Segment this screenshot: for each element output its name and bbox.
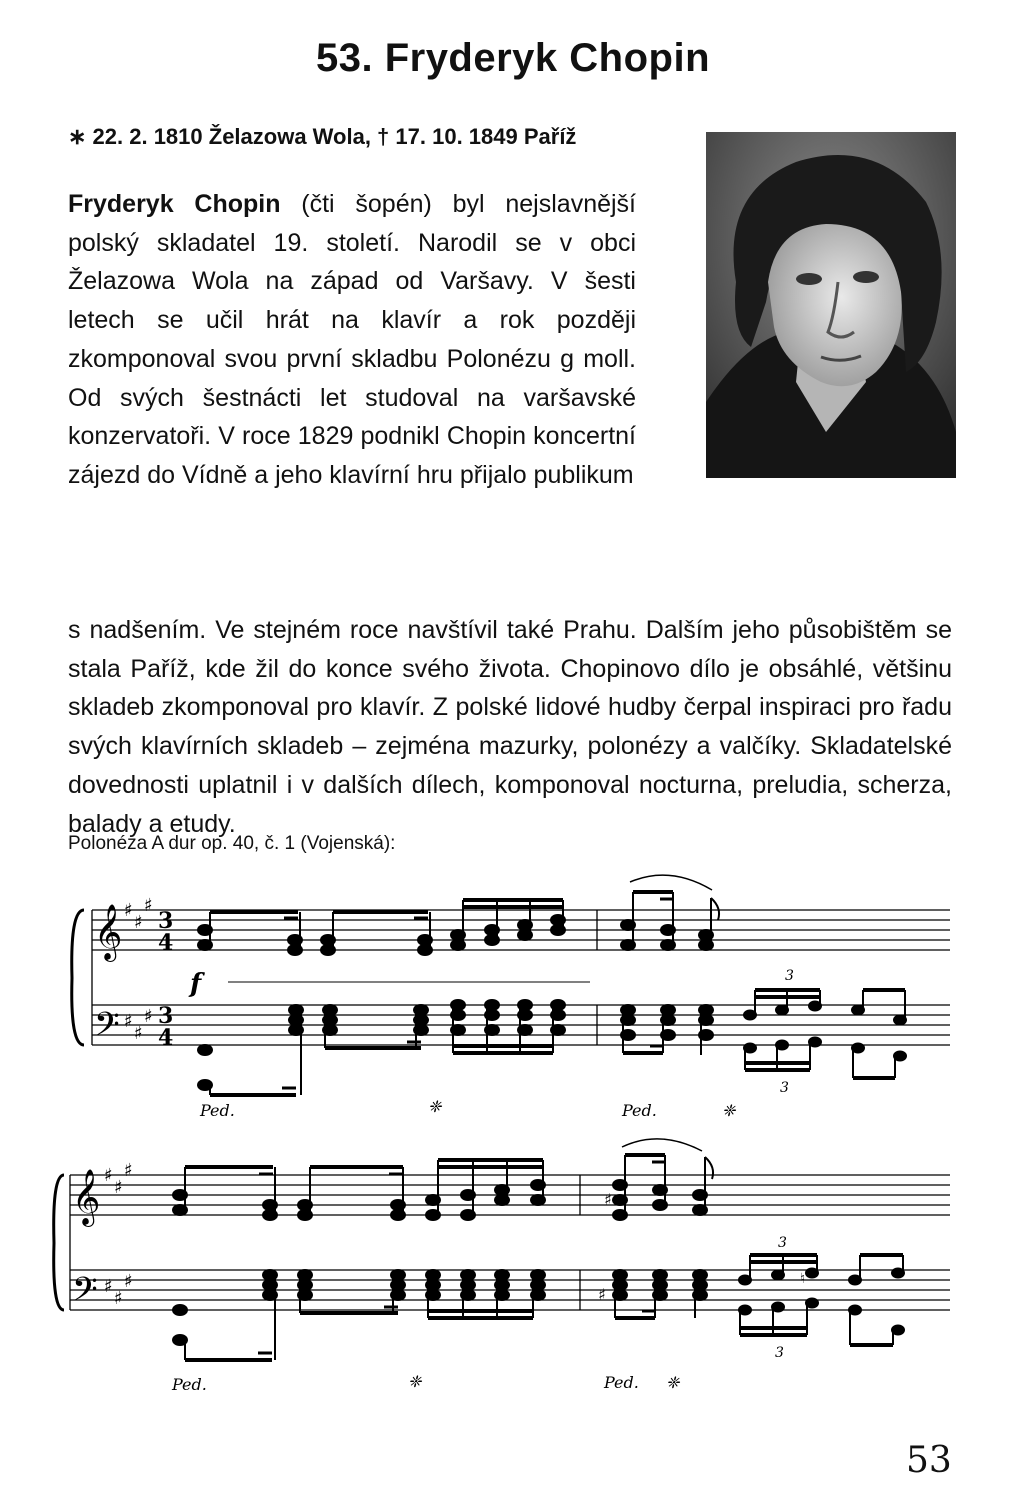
bass-notes: [173, 1255, 904, 1360]
music-system-1: [0, 870, 1026, 1130]
svg-text:♯: ♯: [144, 1006, 153, 1027]
composer-name: Fryderyk Chopin: [68, 190, 281, 218]
svg-text:♯: ♯: [124, 1160, 133, 1181]
time-signature: [158, 908, 173, 1051]
svg-text:♯: ♯: [134, 912, 143, 933]
pedal-release: ❈: [428, 1097, 442, 1116]
page-title: 53. Fryderyk Chopin: [315, 36, 711, 80]
dynamic-forte: f: [190, 969, 202, 999]
grand-staff-brace: [72, 910, 84, 1045]
bass-clef: 𝄢: [72, 1271, 98, 1317]
svg-text:♯: ♯: [114, 1177, 123, 1198]
treble-clef: 𝄞: [72, 1169, 101, 1225]
svg-text:♯: ♯: [104, 1165, 113, 1186]
slur: [622, 1139, 702, 1151]
biography-paragraph-2: s nadšením. Ve stejném roce navštívil také Prahu. Dalším jeho působištěm se stala Paříž, kde žil do konce svého života. Chopinovo dílo je obsáhlé, většinu skladeb zkomponoval pro klavír. Z polské lidové hudby čerpal inspiraci pro řadu svých klavírních skladeb – zejména mazurky, polonézy a valčíky. Skladatelské dovednosti uplatnil i v dalších dílech, komponoval nocturna, preludia, scherza, balady a etudy.: [68, 616, 952, 838]
svg-text:3: 3: [780, 1080, 789, 1096]
accidental-sharp: ♯: [598, 1285, 606, 1304]
svg-text:♯: ♯: [104, 1276, 113, 1297]
svg-text:♯: ♯: [114, 1288, 123, 1309]
bass-notes: [198, 990, 906, 1095]
svg-text:♯: ♯: [144, 895, 153, 916]
svg-text:3: 3: [775, 1345, 784, 1361]
svg-text:3: 3: [158, 908, 174, 934]
biography-paragraph-1: [68, 185, 636, 495]
accidental-sharp: ♯: [604, 1190, 612, 1209]
chopin-portrait: [706, 132, 956, 478]
svg-text:♯: ♯: [124, 1011, 133, 1032]
svg-text:3: 3: [785, 968, 794, 984]
page-number: 53: [906, 1440, 952, 1481]
triplet-marks: [780, 968, 794, 1096]
biography-text-1: (čti šopén) byl nejslavnější polský skladatel 19. století. Narodil se v obci Želazowa Wola na západ od Varšavy. V šesti letech se učil hrát na klavír a rok později zkomponoval svou první skladbu Polonézu g moll. Od svých šestnácti let studoval na varšavské konzervatoři. V roce 1829 podnikl Chopin koncertní zájezd do Vídně a jeho klavírní hru přijalo publikum: [68, 190, 636, 489]
score-caption: Polonéza A dur op. 40, č. 1 (Vojenská):: [68, 833, 396, 854]
pedal-markings: [199, 1097, 737, 1120]
staff-lines: [70, 1175, 950, 1310]
svg-text:♯: ♯: [134, 1023, 143, 1044]
svg-text:3: 3: [158, 1003, 174, 1029]
treble-notes: [198, 892, 719, 955]
svg-text:4: 4: [158, 930, 174, 956]
key-signature: [104, 1160, 133, 1309]
accidental-natural: ♮: [800, 1271, 806, 1287]
svg-text:4: 4: [158, 1025, 174, 1051]
pedal-release: ❈: [722, 1101, 736, 1120]
bass-clef: 𝄢: [94, 1006, 120, 1052]
treble-clef: 𝄞: [94, 904, 123, 960]
pedal-mark: Ped.: [622, 1101, 657, 1120]
grand-staff-brace: [54, 1175, 64, 1310]
portrait-image: [706, 132, 956, 478]
svg-text:♯: ♯: [124, 900, 133, 921]
treble-notes: [173, 1155, 713, 1220]
pedal-markings: [171, 1372, 681, 1394]
svg-text:♯: ♯: [124, 1271, 133, 1292]
key-signature: [124, 895, 153, 1044]
music-system-2: [0, 1135, 1026, 1405]
birth-death-dates: ∗ 22. 2. 1810 Želazowa Wola, † 17. 10. 1849 Paříž: [68, 124, 577, 149]
svg-text:3: 3: [778, 1235, 787, 1251]
pedal-mark: Ped.: [172, 1375, 207, 1394]
pedal-release: ❈: [408, 1372, 422, 1391]
pedal-release: ❈: [666, 1373, 680, 1392]
pedal-mark: Ped.: [200, 1101, 235, 1120]
slur: [630, 875, 712, 890]
pedal-mark: Ped.: [604, 1373, 639, 1392]
